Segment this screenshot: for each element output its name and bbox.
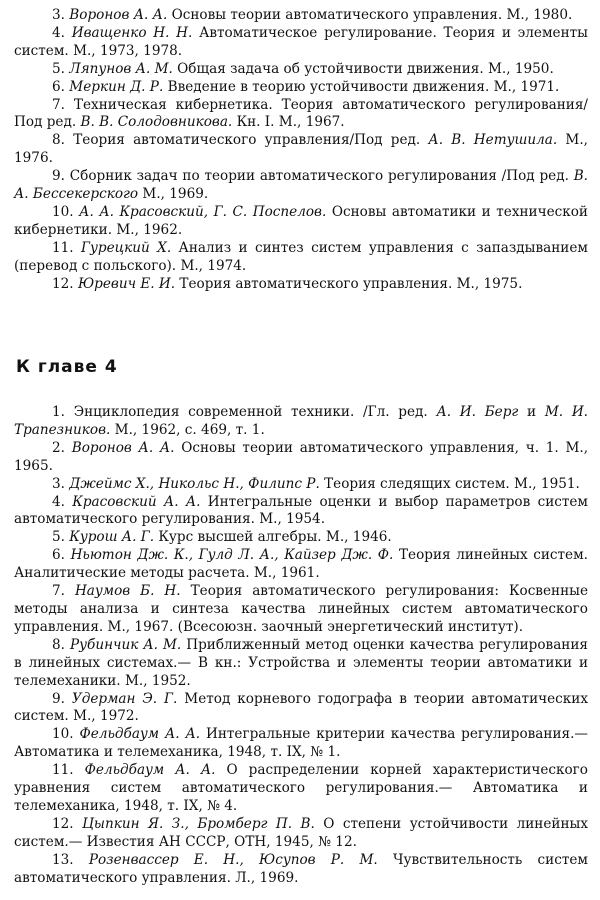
reference-author: Фельдбаум А. А.: [84, 762, 216, 779]
reference-entry: [14, 691, 588, 727]
reference-entry: [14, 529, 588, 547]
reference-number: 11.: [52, 762, 85, 779]
reference-number: 11.: [52, 239, 82, 256]
reference-text: О степени устойчивости линейных систем.— Известия АН СССР, ОТН, 1945, № 12.: [14, 815, 588, 850]
reference-author: Джеймс Х., Никольс Н., Филипс Р.: [69, 475, 320, 492]
reference-text: Анализ и синтез систем управления с запаздыванием (перевод с польского). М., 1974.: [14, 239, 588, 274]
reference-text: Общая задача об устойчивости движения. М., 1950.: [172, 60, 554, 77]
reference-entry: [14, 547, 588, 583]
reference-entry: [14, 404, 588, 440]
reference-number: 5.: [52, 529, 70, 546]
reference-entry: [14, 240, 588, 276]
reference-entry: [14, 476, 588, 494]
reference-entry: [14, 204, 588, 240]
reference-number: 6.: [52, 78, 70, 95]
reference-number: 4.: [52, 493, 73, 510]
reference-text: Интегральные критерии качества регулирования.— Автоматика и телемеханика, 1948, т. IX, № 1.: [14, 726, 589, 761]
reference-author: Рубинчик А. М.: [69, 636, 182, 653]
reference-author: Ньютон Дж. К., Гулд Л. А., Кайзер Дж. Ф.: [70, 547, 394, 564]
reference-number: 10.: [52, 203, 80, 220]
reference-number: 13.: [52, 851, 89, 868]
reference-entry: [14, 726, 588, 762]
reference-author: В. В. Солодовникова.: [80, 114, 233, 131]
reference-number: 5.: [52, 60, 70, 77]
reference-text: Кн. I. М., 1967.: [232, 114, 345, 131]
reference-number: 7.: [52, 96, 74, 113]
reference-text: Основы автоматики и технической кибернетики. М., 1962.: [14, 203, 588, 238]
reference-author: Фельдбаум А. А.: [79, 726, 201, 743]
reference-author: Цыпкин Я. З., Бромберг П. В.: [82, 815, 315, 832]
reference-entry: [14, 79, 588, 97]
reference-number: 8.: [52, 132, 74, 149]
reference-author: Гурецкий Х.: [81, 239, 172, 256]
reference-number: 6.: [52, 547, 71, 564]
reference-entry: [14, 440, 588, 476]
reference-author: Иващенко Н. Н.: [71, 24, 193, 41]
reference-author: А. И. Берг: [436, 404, 519, 420]
reference-entry: [14, 97, 588, 133]
reference-text: Приближенный метод оценки качества регулирования в линейных системах.— В кн.: Устройства и элементы теории автоматики и телемеханики. М., 1952.: [14, 636, 588, 689]
reference-text: Теория линейных систем. Аналитические методы расчета. М., 1961.: [14, 547, 588, 582]
reference-author: Воронов А. А.: [69, 7, 168, 23]
reference-author: М. И. Трапезников.: [14, 404, 588, 438]
reference-number: 7.: [52, 583, 75, 600]
reference-text: Чувствительность систем автоматического управления. Л., 1969.: [14, 851, 588, 886]
reference-text: М., 1976.: [14, 132, 588, 167]
reference-author: Розенвассер Е. Н., Юсупов Р. М.: [88, 851, 378, 868]
reference-entry: [14, 132, 588, 168]
reference-text: Введение в теорию устойчивости движения. М., 1971.: [163, 78, 560, 95]
reference-number: 9.: [52, 168, 70, 185]
reference-text: и: [518, 404, 545, 420]
reference-entry: [14, 168, 588, 204]
reference-text: Теория автоматического управления. М., 1975.: [175, 275, 523, 292]
reference-author: Наумов Б. Н.: [74, 583, 181, 600]
reference-entry: [14, 7, 588, 25]
reference-text: Техническая кибернетика. Теория автоматического регулирования/ Под ред.: [14, 96, 588, 131]
reference-text: Курс высшей алгебры. М., 1946.: [154, 529, 392, 546]
reference-number: 8.: [52, 636, 70, 653]
references-previous-chapter: [14, 7, 588, 294]
reference-author: А. В. Нетушила.: [428, 132, 558, 149]
reference-number: 9.: [52, 690, 72, 707]
reference-number: 3.: [52, 7, 70, 23]
reference-text: О распределении корней характеристического уравнения систем автоматического регулирования.— Автоматика и телемеханика, 1948, т. IX, № 4.: [14, 762, 588, 814]
reference-text: Автоматическое регулирование. Теория и элементы систем. М., 1973, 1978.: [14, 24, 588, 59]
reference-entry: [14, 762, 588, 816]
reference-entry: [14, 276, 588, 294]
reference-text: Теория автоматического управления/Под ред.: [73, 132, 429, 149]
references-chapter-4: [14, 404, 588, 887]
reference-entry: [14, 61, 588, 79]
reference-author: Курош А. Г.: [69, 529, 155, 546]
reference-number: 10.: [52, 726, 80, 743]
reference-text: Теория автоматического регулирования: Косвенные методы анализа и синтеза качества линейных систем автоматического управления. М., 1967. (Всесоюзн. заочный энергетический институт).: [14, 583, 588, 635]
reference-entry: [14, 494, 588, 530]
reference-number: 2.: [52, 439, 72, 456]
reference-text: Основы теории автоматического управления. М., 1980.: [167, 7, 573, 23]
reference-text: М., 1969.: [138, 186, 209, 203]
reference-number: 1.: [52, 404, 74, 420]
reference-text: Метод корневого годографа в теории автоматических систем. М., 1972.: [14, 690, 588, 725]
reference-author: А. А. Красовский, Г. С. Поспелов.: [79, 203, 327, 220]
reference-author: Воронов А. А.: [71, 439, 175, 456]
reference-entry: [14, 816, 588, 852]
reference-text: М., 1962, с. 469, т. 1.: [110, 421, 265, 438]
reference-author: Удерман Э. Г.: [71, 690, 178, 707]
reference-text: Сборник задач по теории автоматического регулирования /Под ред.: [69, 168, 574, 185]
reference-entry: [14, 852, 588, 888]
reference-number: 12.: [52, 815, 83, 832]
reference-text: Основы теории автоматического управления, ч. 1. М., 1965.: [14, 439, 589, 474]
reference-entry: [14, 583, 588, 637]
reference-text: Энциклопедия современной техники. /Гл. ред.: [73, 404, 437, 420]
reference-entry: [14, 25, 588, 61]
reference-entry: [14, 637, 588, 691]
reference-text: Теория следящих систем. М., 1951.: [319, 475, 580, 492]
reference-text: Интегральные оценки и выбор параметров систем автоматического регулирования. М., 1954.: [14, 493, 589, 528]
reference-author: Юревич Е. И.: [77, 275, 176, 292]
reference-author: Ляпунов А. М.: [69, 60, 173, 77]
reference-author: В. А. Бессекерского: [14, 168, 588, 203]
reference-number: 4.: [52, 24, 72, 41]
reference-author: Красовский А. А.: [72, 493, 201, 510]
reference-number: 12.: [52, 275, 78, 292]
reference-author: Меркин Д. Р.: [69, 78, 164, 95]
chapter-heading: К главе 4: [16, 357, 118, 377]
reference-number: 3.: [52, 475, 70, 492]
